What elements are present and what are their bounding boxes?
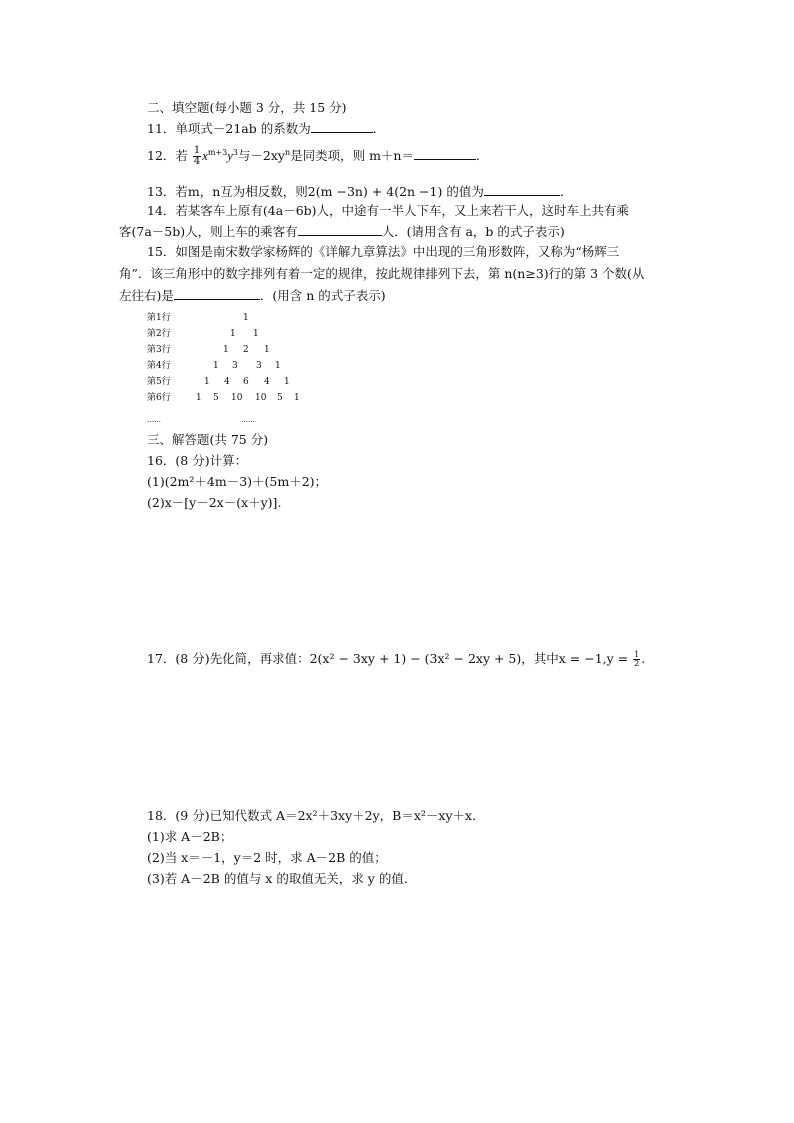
answer-blank-13 — [484, 183, 560, 196]
question-12 — [147, 146, 489, 167]
triangle-cell: 10 — [255, 393, 267, 403]
triangle-row-label: 第1行 — [147, 313, 171, 323]
term-y: y — [227, 149, 233, 163]
term-x: x — [202, 149, 208, 163]
question-18-head: 18．(9 分)已知代数式 A＝2x²＋3xy＋2y，B＝x²－xy＋x． — [147, 808, 485, 823]
triangle-ellipsis-left: …… — [147, 416, 161, 424]
triangle-cell: 2 — [243, 345, 249, 355]
question-15-line1: 15．如图是南宋数学家杨辉的《详解九章算法》中出现的三角形数阵，又称为“杨辉三 — [147, 244, 620, 259]
fraction-denominator: 2 — [634, 659, 640, 668]
question-14-line2-post: 人．(请用含有 a，b 的式子表示) — [381, 224, 565, 239]
question-18-part1: (1)求 A－2B； — [147, 829, 233, 844]
triangle-cell: 1 — [264, 345, 270, 355]
question-17-mid: ，其中x = −1,y = — [521, 651, 633, 666]
question-12-pre: 12．若 — [147, 148, 188, 163]
triangle-row-label: 第2行 — [147, 329, 171, 339]
triangle-cell: 1 — [275, 361, 281, 371]
triangle-cell: 4 — [224, 377, 230, 387]
triangle-cell: 1 — [243, 313, 249, 323]
section-answer-title: 三、解答题(共 75 分) — [147, 432, 269, 447]
question-16-head: 16．(8 分)计算： — [147, 453, 248, 468]
question-15-line3 — [119, 287, 386, 304]
question-13-end: ． — [559, 184, 573, 199]
triangle-cell: 6 — [243, 377, 249, 387]
question-11-text: 11．单项式－21ab 的系数为 — [147, 121, 311, 136]
triangle-cell: 4 — [264, 377, 270, 387]
triangle-cell: 1 — [223, 345, 229, 355]
fraction-numerator: 1 — [634, 650, 640, 659]
question-12-end: ． — [476, 148, 489, 163]
answer-blank-11 — [311, 120, 373, 133]
question-14-line2 — [119, 223, 565, 240]
triangle-cell: 10 — [231, 393, 243, 403]
fraction-denominator: 4 — [193, 156, 201, 167]
question-15-line3-post: ．(用含 n 的式子表示) — [259, 288, 386, 303]
triangle-cell: 5 — [213, 393, 219, 403]
triangle-cell: 5 — [277, 393, 283, 403]
question-11 — [147, 120, 385, 137]
triangle-ellipsis-right: …… — [241, 416, 255, 424]
answer-blank-14 — [298, 223, 382, 236]
exp-m3: m+3 — [207, 147, 228, 157]
question-16-part1: (1)(2m²＋4m－3)＋(5m＋2)； — [147, 474, 328, 489]
term-2xy: 与－2xy — [237, 148, 285, 163]
answer-blank-12 — [414, 147, 476, 160]
triangle-cell: 1 — [204, 377, 210, 387]
section-fill-in-title: 二、填空题(每小题 3 分，共 15 分) — [147, 100, 347, 115]
triangle-cell: 1 — [284, 377, 290, 387]
answer-blank-15 — [174, 287, 260, 300]
triangle-cell: 3 — [256, 361, 262, 371]
question-17 — [147, 651, 645, 668]
question-17-expr: 2(x² − 3xy + 1) − (3x² − 2xy + 5) — [309, 651, 522, 666]
question-15-line2: 角”．该三角形中的数字排列有着一定的规律，按此规律排列下去，第 n(n≥3)行的第 3 个数(从 — [119, 266, 645, 281]
fraction-one-quarter — [193, 146, 201, 167]
question-18-part2: (2)当 x＝－1，y＝2 时，求 A－2B 的值； — [147, 850, 387, 865]
triangle-row-label: 第5行 — [147, 377, 171, 387]
fraction-numerator: 1 — [193, 145, 201, 156]
question-18-part3: (3)若 A－2B 的值与 x 的取值无关，求 y 的值． — [147, 871, 417, 886]
triangle-cell: 1 — [294, 393, 300, 403]
triangle-cell: 1 — [196, 393, 202, 403]
question-13-text: 13．若m，n互为相反数，则2(m −3n) + 4(2n −1) 的值为 — [147, 184, 484, 199]
triangle-cell: 1 — [230, 329, 236, 339]
exp-n: n — [284, 147, 291, 157]
triangle-row-label: 第4行 — [147, 361, 171, 371]
question-16-part2: (2)x－[y－2x－(x＋y)]. — [147, 495, 282, 510]
question-17-end: . — [641, 651, 646, 666]
question-12-post: 是同类项，则 m＋n＝ — [290, 148, 414, 163]
question-15-line3-pre: 左往右)是 — [119, 288, 174, 303]
question-14-line2-pre: 客(7a－5b)人，则上车的乘客有 — [119, 224, 298, 239]
fraction-one-half — [633, 651, 640, 668]
question-11-end: ． — [372, 121, 386, 136]
triangle-row-label: 第3行 — [147, 345, 171, 355]
triangle-cell: 1 — [213, 361, 219, 371]
yang-hui-triangle — [147, 310, 347, 430]
question-13 — [147, 183, 572, 200]
triangle-row-label: 第6行 — [147, 393, 171, 403]
question-14-line1: 14．若某客车上原有(4a－6b)人，中途有一半人下车，又上来若干人，这时车上共有乘 — [147, 203, 630, 218]
triangle-cell: 1 — [253, 329, 259, 339]
exp-3: 3 — [232, 147, 238, 157]
triangle-cell: 3 — [232, 361, 238, 371]
question-17-pre: 17．(8 分)先化简，再求值： — [147, 651, 310, 666]
